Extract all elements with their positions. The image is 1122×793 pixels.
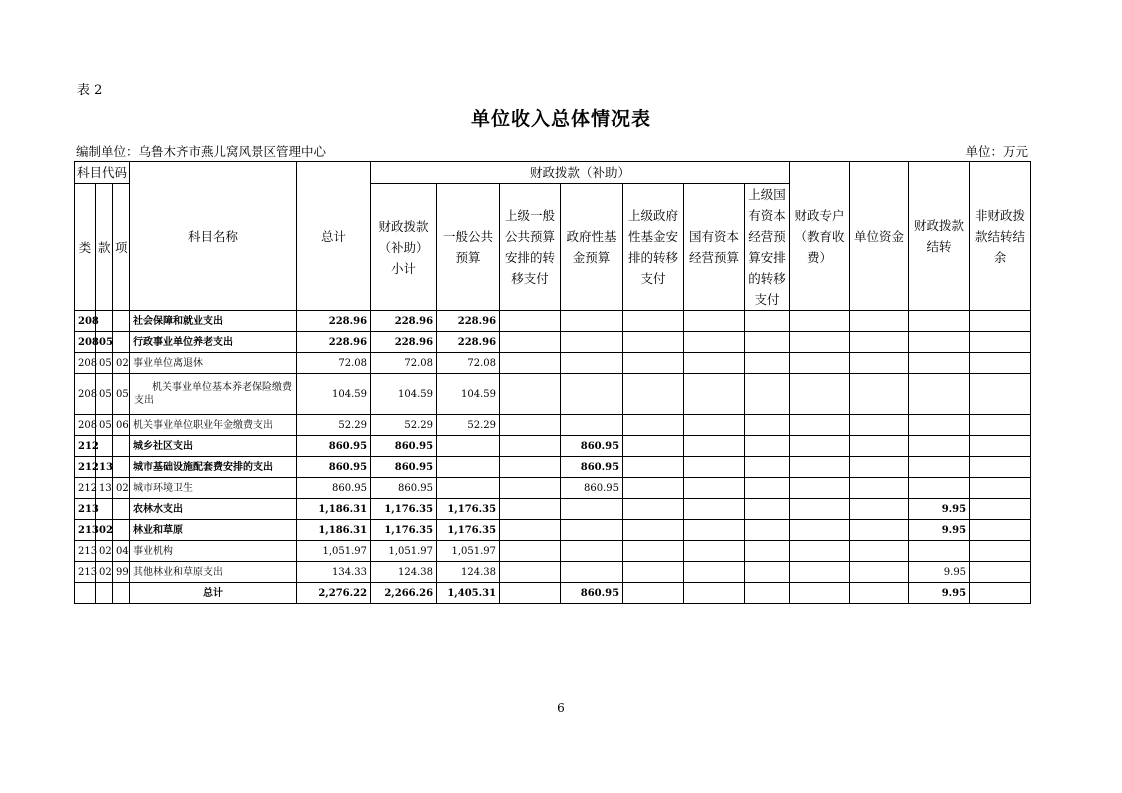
code-xiang xyxy=(113,332,130,353)
cell-upper-state-capital xyxy=(745,478,790,499)
table-row xyxy=(75,583,1031,604)
cell-upper-gov-fund xyxy=(623,353,684,374)
cell-total: 104.59 xyxy=(297,374,371,415)
code-xiang xyxy=(113,583,130,604)
cell-special xyxy=(790,457,850,478)
cell-carry: 9.95 xyxy=(909,562,970,583)
cell-subtotal: 72.08 xyxy=(371,353,437,374)
org-label: 编制单位：乌鲁木齐市燕儿窝风景区管理中心 xyxy=(76,144,327,159)
cell-unit-funds xyxy=(850,478,909,499)
cell-upper-state-capital xyxy=(745,415,790,436)
code-kuan: 05 xyxy=(96,415,113,436)
table-row xyxy=(75,457,1031,478)
header-unit-funds: 单位资金 xyxy=(850,162,909,311)
code-kuan: 02 xyxy=(96,520,113,541)
table-row xyxy=(75,520,1031,541)
code-kuan xyxy=(96,583,113,604)
subject-name: 农林水支出 xyxy=(130,499,297,520)
cell-upper-gov-fund xyxy=(623,478,684,499)
cell-total: 860.95 xyxy=(297,436,371,457)
cell-noncarry xyxy=(970,478,1031,499)
table-row xyxy=(75,415,1031,436)
cell-carry: 9.95 xyxy=(909,499,970,520)
code-lei xyxy=(75,583,96,604)
page-title: 单位收入总体情况表 xyxy=(470,108,651,130)
code-kuan: 13 xyxy=(96,457,113,478)
cell-noncarry xyxy=(970,520,1031,541)
cell-unit-funds xyxy=(850,583,909,604)
cell-special xyxy=(790,583,850,604)
subject-name: 社会保障和就业支出 xyxy=(130,311,297,332)
header-gov-fund: 政府性基金预算 xyxy=(561,184,623,311)
cell-special xyxy=(790,415,850,436)
cell-total: 52.29 xyxy=(297,415,371,436)
subject-name: 城市环境卫生 xyxy=(130,478,297,499)
code-kuan: 05 xyxy=(96,353,113,374)
cell-noncarry xyxy=(970,436,1031,457)
header-fiscal-carry: 财政拨款结转 xyxy=(909,162,970,311)
cell-upper-gov-fund xyxy=(623,541,684,562)
code-xiang xyxy=(113,520,130,541)
cell-state-capital xyxy=(684,541,745,562)
cell-upper-state-capital xyxy=(745,436,790,457)
cell-noncarry xyxy=(970,541,1031,562)
header-fiscal-special: 财政专户（教育收费） xyxy=(790,162,850,311)
cell-upper-general xyxy=(500,541,561,562)
cell-special xyxy=(790,374,850,415)
table-label: 表 2 xyxy=(77,83,103,98)
header-lei: 类 xyxy=(75,184,96,311)
cell-general: 124.38 xyxy=(437,562,500,583)
cell-unit-funds xyxy=(850,374,909,415)
cell-noncarry xyxy=(970,332,1031,353)
cell-unit-funds xyxy=(850,332,909,353)
cell-subtotal: 860.95 xyxy=(371,478,437,499)
cell-subtotal: 104.59 xyxy=(371,374,437,415)
header-fiscal-group: 财政拨款（补助） xyxy=(371,162,790,184)
table-body xyxy=(75,311,1031,604)
code-xiang: 02 xyxy=(113,478,130,499)
header-general-public: 一般公共预算 xyxy=(437,184,500,311)
cell-total: 1,186.31 xyxy=(297,520,371,541)
header-total: 总计 xyxy=(297,162,371,311)
table-row xyxy=(75,311,1031,332)
cell-subtotal: 52.29 xyxy=(371,415,437,436)
cell-general: 228.96 xyxy=(437,332,500,353)
code-kuan: 02 xyxy=(96,562,113,583)
cell-upper-general xyxy=(500,436,561,457)
cell-carry xyxy=(909,436,970,457)
cell-gov-fund: 860.95 xyxy=(561,583,623,604)
cell-upper-state-capital xyxy=(745,583,790,604)
unit-label: 单位：万元 xyxy=(965,144,1028,159)
cell-noncarry xyxy=(970,311,1031,332)
table-row xyxy=(75,374,1031,415)
cell-upper-state-capital xyxy=(745,541,790,562)
table-row xyxy=(75,436,1031,457)
cell-upper-gov-fund xyxy=(623,520,684,541)
subject-name: 林业和草原 xyxy=(130,520,297,541)
cell-subtotal: 228.96 xyxy=(371,332,437,353)
cell-upper-gov-fund xyxy=(623,374,684,415)
cell-total: 72.08 xyxy=(297,353,371,374)
code-lei: 212 xyxy=(75,436,96,457)
income-table xyxy=(74,161,1031,604)
cell-total: 860.95 xyxy=(297,478,371,499)
cell-subtotal: 124.38 xyxy=(371,562,437,583)
cell-general: 228.96 xyxy=(437,311,500,332)
code-lei: 208 xyxy=(75,332,96,353)
cell-upper-state-capital xyxy=(745,520,790,541)
code-xiang xyxy=(113,499,130,520)
code-xiang: 05 xyxy=(113,374,130,415)
header-upper-gov-fund: 上级政府性基金安排的转移支付 xyxy=(623,184,684,311)
header-upper-state-capital: 上级国有资本经营预算安排的转移支付 xyxy=(745,184,790,311)
header-state-capital: 国有资本经营预算 xyxy=(684,184,745,311)
code-lei: 208 xyxy=(75,311,96,332)
cell-total: 228.96 xyxy=(297,332,371,353)
cell-upper-general xyxy=(500,457,561,478)
cell-gov-fund xyxy=(561,562,623,583)
cell-noncarry xyxy=(970,353,1031,374)
code-lei: 212 xyxy=(75,457,96,478)
cell-upper-state-capital xyxy=(745,499,790,520)
cell-upper-gov-fund xyxy=(623,332,684,353)
cell-carry xyxy=(909,415,970,436)
cell-special xyxy=(790,499,850,520)
cell-special xyxy=(790,478,850,499)
cell-total: 1,051.97 xyxy=(297,541,371,562)
cell-state-capital xyxy=(684,562,745,583)
cell-gov-fund xyxy=(561,541,623,562)
cell-general: 72.08 xyxy=(437,353,500,374)
cell-upper-gov-fund xyxy=(623,457,684,478)
cell-state-capital xyxy=(684,374,745,415)
cell-special xyxy=(790,520,850,541)
cell-noncarry xyxy=(970,562,1031,583)
cell-upper-state-capital xyxy=(745,562,790,583)
cell-unit-funds xyxy=(850,436,909,457)
cell-subtotal: 860.95 xyxy=(371,436,437,457)
cell-unit-funds xyxy=(850,311,909,332)
code-xiang: 04 xyxy=(113,541,130,562)
cell-upper-gov-fund xyxy=(623,311,684,332)
cell-state-capital xyxy=(684,436,745,457)
code-xiang xyxy=(113,311,130,332)
cell-general: 1,176.35 xyxy=(437,520,500,541)
cell-subtotal: 1,176.35 xyxy=(371,520,437,541)
cell-upper-gov-fund xyxy=(623,415,684,436)
header-xiang: 项 xyxy=(113,184,130,311)
code-lei: 213 xyxy=(75,520,96,541)
cell-upper-general xyxy=(500,415,561,436)
cell-general: 104.59 xyxy=(437,374,500,415)
cell-gov-fund xyxy=(561,499,623,520)
cell-noncarry xyxy=(970,499,1031,520)
cell-upper-state-capital xyxy=(745,332,790,353)
cell-noncarry xyxy=(970,374,1031,415)
cell-upper-gov-fund xyxy=(623,562,684,583)
cell-gov-fund: 860.95 xyxy=(561,457,623,478)
cell-upper-general xyxy=(500,353,561,374)
code-kuan: 13 xyxy=(96,478,113,499)
subject-name: 事业机构 xyxy=(130,541,297,562)
table-row xyxy=(75,541,1031,562)
cell-carry xyxy=(909,478,970,499)
cell-total: 228.96 xyxy=(297,311,371,332)
cell-unit-funds xyxy=(850,562,909,583)
cell-unit-funds xyxy=(850,415,909,436)
cell-subtotal: 1,051.97 xyxy=(371,541,437,562)
table-row xyxy=(75,478,1031,499)
cell-upper-general xyxy=(500,374,561,415)
subject-name: 机关事业单位基本养老保险缴费支出 xyxy=(130,374,297,415)
cell-general: 1,405.31 xyxy=(437,583,500,604)
cell-upper-general xyxy=(500,562,561,583)
subject-name: 事业单位离退休 xyxy=(130,353,297,374)
cell-general xyxy=(437,457,500,478)
cell-gov-fund: 860.95 xyxy=(561,478,623,499)
subject-name: 总计 xyxy=(130,583,297,604)
cell-upper-general xyxy=(500,311,561,332)
cell-upper-general xyxy=(500,583,561,604)
header-upper-general: 上级一般公共预算安排的转移支付 xyxy=(500,184,561,311)
cell-upper-state-capital xyxy=(745,353,790,374)
cell-special xyxy=(790,332,850,353)
cell-state-capital xyxy=(684,311,745,332)
cell-total: 1,186.31 xyxy=(297,499,371,520)
cell-gov-fund xyxy=(561,332,623,353)
cell-gov-fund xyxy=(561,311,623,332)
cell-gov-fund xyxy=(561,353,623,374)
subject-name: 城市基础设施配套费安排的支出 xyxy=(130,457,297,478)
header-nonfiscal-carry: 非财政拨款结转结余 xyxy=(970,162,1031,311)
cell-total: 860.95 xyxy=(297,457,371,478)
cell-unit-funds xyxy=(850,353,909,374)
code-lei: 208 xyxy=(75,353,96,374)
cell-subtotal: 2,266.26 xyxy=(371,583,437,604)
cell-upper-state-capital xyxy=(745,374,790,415)
table-row xyxy=(75,499,1031,520)
cell-upper-general xyxy=(500,520,561,541)
header-kuan: 款 xyxy=(96,184,113,311)
code-kuan: 05 xyxy=(96,374,113,415)
cell-unit-funds xyxy=(850,457,909,478)
cell-unit-funds xyxy=(850,499,909,520)
cell-noncarry xyxy=(970,583,1031,604)
subject-name: 行政事业单位养老支出 xyxy=(130,332,297,353)
cell-unit-funds xyxy=(850,541,909,562)
cell-total: 2,276.22 xyxy=(297,583,371,604)
cell-subtotal: 860.95 xyxy=(371,457,437,478)
cell-carry xyxy=(909,311,970,332)
cell-state-capital xyxy=(684,332,745,353)
cell-upper-gov-fund xyxy=(623,583,684,604)
code-xiang: 06 xyxy=(113,415,130,436)
code-lei: 213 xyxy=(75,499,96,520)
subject-name: 城乡社区支出 xyxy=(130,436,297,457)
table-row xyxy=(75,562,1031,583)
cell-subtotal: 228.96 xyxy=(371,311,437,332)
table-row xyxy=(75,332,1031,353)
cell-general: 1,176.35 xyxy=(437,499,500,520)
cell-total: 134.33 xyxy=(297,562,371,583)
cell-special xyxy=(790,353,850,374)
code-kuan: 05 xyxy=(96,332,113,353)
subject-name: 机关事业单位职业年金缴费支出 xyxy=(130,415,297,436)
cell-gov-fund xyxy=(561,415,623,436)
cell-upper-state-capital xyxy=(745,311,790,332)
code-lei: 208 xyxy=(75,415,96,436)
cell-upper-general xyxy=(500,478,561,499)
code-lei: 213 xyxy=(75,541,96,562)
cell-general xyxy=(437,436,500,457)
cell-carry: 9.95 xyxy=(909,583,970,604)
cell-state-capital xyxy=(684,583,745,604)
cell-carry xyxy=(909,332,970,353)
cell-carry xyxy=(909,374,970,415)
cell-special xyxy=(790,436,850,457)
code-xiang: 02 xyxy=(113,353,130,374)
cell-state-capital xyxy=(684,415,745,436)
cell-subtotal: 1,176.35 xyxy=(371,499,437,520)
cell-upper-gov-fund xyxy=(623,499,684,520)
code-lei: 213 xyxy=(75,562,96,583)
cell-special xyxy=(790,562,850,583)
cell-carry xyxy=(909,353,970,374)
cell-carry: 9.95 xyxy=(909,520,970,541)
cell-general xyxy=(437,478,500,499)
cell-special xyxy=(790,541,850,562)
cell-special xyxy=(790,311,850,332)
code-xiang xyxy=(113,457,130,478)
cell-noncarry xyxy=(970,457,1031,478)
subject-name: 其他林业和草原支出 xyxy=(130,562,297,583)
cell-state-capital xyxy=(684,520,745,541)
cell-state-capital xyxy=(684,478,745,499)
cell-gov-fund: 860.95 xyxy=(561,436,623,457)
cell-state-capital xyxy=(684,499,745,520)
code-lei: 212 xyxy=(75,478,96,499)
header-fiscal-subtotal: 财政拨款（补助）小计 xyxy=(371,184,437,311)
header-subject-name: 科目名称 xyxy=(130,162,297,311)
cell-upper-general xyxy=(500,332,561,353)
code-xiang: 99 xyxy=(113,562,130,583)
cell-upper-state-capital xyxy=(745,457,790,478)
cell-state-capital xyxy=(684,353,745,374)
code-kuan: 02 xyxy=(96,541,113,562)
code-xiang xyxy=(113,436,130,457)
header-subject-code: 科目代码 xyxy=(75,162,130,184)
cell-upper-gov-fund xyxy=(623,436,684,457)
cell-noncarry xyxy=(970,415,1031,436)
cell-carry xyxy=(909,541,970,562)
cell-general: 52.29 xyxy=(437,415,500,436)
cell-gov-fund xyxy=(561,374,623,415)
cell-unit-funds xyxy=(850,520,909,541)
cell-state-capital xyxy=(684,457,745,478)
code-lei: 208 xyxy=(75,374,96,415)
cell-gov-fund xyxy=(561,520,623,541)
page-number: 6 xyxy=(557,701,565,715)
cell-general: 1,051.97 xyxy=(437,541,500,562)
table-row xyxy=(75,353,1031,374)
cell-carry xyxy=(909,457,970,478)
cell-upper-general xyxy=(500,499,561,520)
